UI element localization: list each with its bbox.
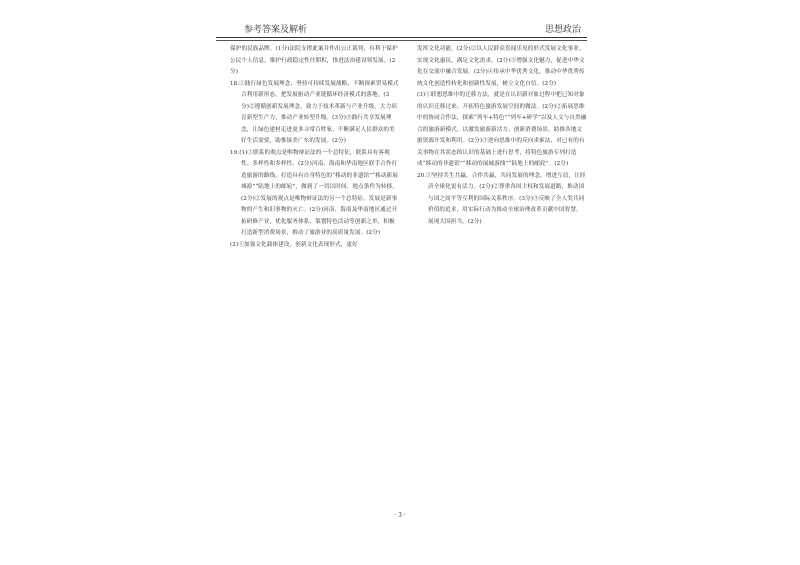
header-left-title: 参考答案及解析 bbox=[244, 25, 308, 35]
page-header bbox=[216, 20, 587, 34]
answer-paragraph: 20.①坚持共生共赢，合作共赢，共同发展的理念，增进互信，让经济全球化更有活力。(2分)②尊重各国主权和发展道路，推动国与国之间平等互利的国际关系秩序。(3分)③反映了全人类共同价值的追求，用实际行动为推动全球治理改革贡献中国智慧，展现大国担当。(2分) bbox=[417, 172, 586, 225]
answer-paragraph: 发挥文化功能。(2分)②以人民群众喜闻乐见的形式发展文化事业，实现文化惠民，满足文化需求。(2分)③增强文化魅力，促进中华文化在交流中融合发展。(2分)④传承中华优秀文化，推动中华优秀传统文化创造性转化和创新性发展，树立文化自信。(2分) bbox=[417, 46, 585, 87]
answer-paragraph: (2)①加强文化载体建设，创新文化表现形式，更好 bbox=[230, 241, 358, 248]
answer-paragraph: (3)①联想思维中的迁移方法，就是在认识新对象过程中把已知对象的认识迁移过来。开拓特色旅游发展空间的做法。(2分)②拓展思维中的协同合作法，探索“列车+特色”“列车+研学”以及人文与自然融合的旅游新模式，以激发旅游新活力、创新消费场景，助推各地文旅资源开发和利用。(2分)③逆向思维中的反向求索法，对已有的有关事物在其状态的认识的基础上进行思考，将特色旅游专列打造成“移动的非遗馆”“移动的展城游线”“陆地上的邮轮”。(2分) bbox=[417, 92, 587, 167]
left-text-column bbox=[230, 44, 400, 251]
right-text-column bbox=[417, 44, 587, 228]
answer-paragraph: 19.(1)①联系的观点是唯物辩证法的一个总特征，联系具有客观性、多样性和多样性。(2分)河南、海南和华南地区联手合作打造旅游的路线，打造具有自身特色的“移动的非遗馆”“移动新展城游”“陆地上的邮轮”，做到了一切以时间、地点条件为转移。(2分)②发展的观点是唯物辩证法的另一个总特征，发展是新事物的产生和旧事物的灭亡。(2分)河南、海南及华南地区通过开拓研修产业，优化服务体系，策划特色活动等创新之举，积极打造新型消费场景，推动了旅游业的高质量发展。(2分) bbox=[230, 149, 398, 236]
answer-paragraph: 保护的民族品牌。(1分)法院支撑此案并作出公正裁判，有利于保护公民个人信息，维护行政稳定性任期积，推进法治建设领发展。(2分) bbox=[230, 46, 398, 75]
answer-paragraph: 18.①践行绿色发展理念，坚持可持续发展战略，不断探索贸易模式合利用新形态，把发展驱动产业链循环经济模式的落地。(3分)②遵循创新发展理念，致力于技术革新与产业升级，大力培育新型生产力，推动产业转型升级。(3分)③践行共享发展理念，让绿色建材走进更多寻常百姓家，不断满足人民群众的美好生活需要，助推绿美广东的发展。(2分) bbox=[230, 80, 399, 144]
page-number: · 3 · bbox=[394, 512, 406, 519]
header-rule-thick bbox=[216, 37, 587, 38]
header-rule-thin bbox=[216, 40, 587, 41]
header-right-title: 思想政治 bbox=[544, 25, 581, 35]
